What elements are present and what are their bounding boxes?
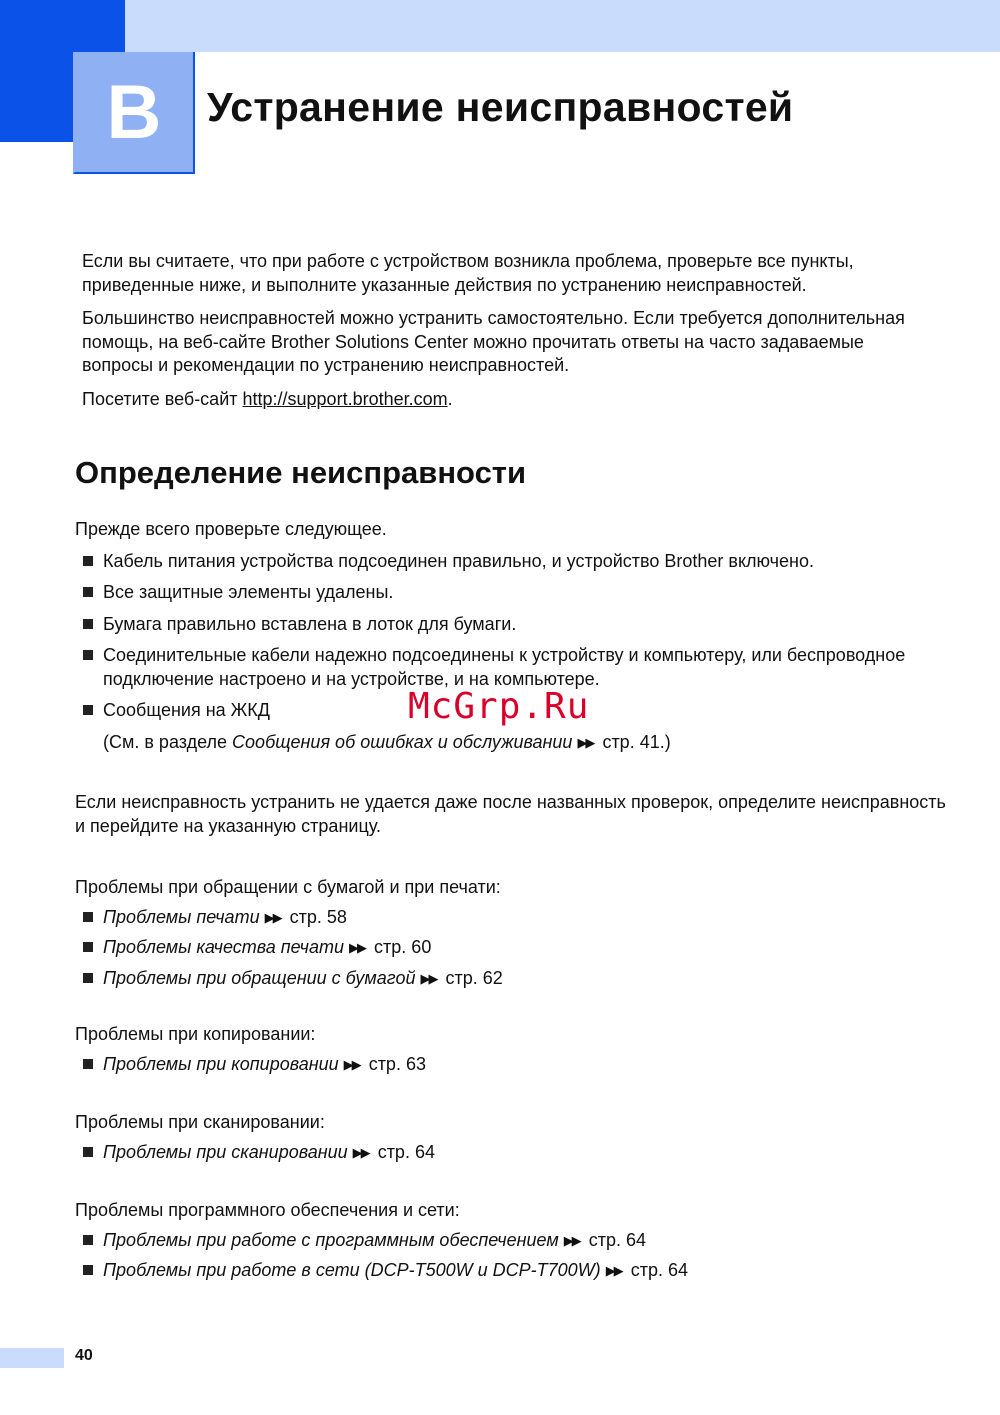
header-band — [125, 0, 1000, 52]
intro-visit-label: Посетите веб-сайт — [82, 388, 243, 409]
group-heading: Проблемы при копировании: — [75, 1024, 316, 1044]
list-item: Проблемы качества печати ▶▶ стр. 60 — [75, 936, 955, 961]
list-item: Кабель питания устройства подсоединен правильно, и устройство Brother включено. — [75, 550, 955, 574]
square-bullet-icon — [83, 619, 93, 629]
intro-paragraph-1: Если вы считаете, что при работе с устройством возникла проблема, проверьте все пункты, приведенные ниже, и выполните указанные действия по устранению неисправностей. — [82, 251, 854, 295]
lcd-reference-link[interactable]: Сообщения об ошибках и обслуживании — [232, 731, 573, 752]
double-arrow-icon: ▶▶ — [577, 734, 594, 750]
list-item: Соединительные кабели надежно подсоединены к устройству и компьютеру, или беспроводное подключение настроено и на устройстве, и на компьютере. — [75, 644, 955, 691]
problem-group-scan — [75, 1111, 955, 1171]
lcd-reference: (См. в разделе Сообщения об ошибках и обслуживании ▶▶ стр. 41.) — [103, 731, 671, 752]
checks-lead: Прежде всего проверьте следующее. — [75, 519, 387, 539]
list-item: Бумага правильно вставлена в лоток для бумаги. — [75, 613, 955, 637]
double-arrow-icon: ▶▶ — [349, 940, 366, 955]
after-checks-text — [75, 791, 955, 838]
list-item: Проблемы при сканировании ▶▶ стр. 64 — [75, 1141, 955, 1166]
group-heading: Проблемы при обращении с бумагой и при печати: — [75, 877, 501, 897]
group-heading: Проблемы программного обеспечения и сети: — [75, 1200, 460, 1220]
list-item: Сообщения на ЖКД (См. в разделе Сообщения об ошибках и обслуживании ▶▶ стр. 41.) — [75, 699, 955, 755]
square-bullet-icon — [83, 587, 93, 597]
list-item: Проблемы при копировании ▶▶ стр. 63 — [75, 1053, 955, 1078]
intro-paragraph-3 — [82, 388, 912, 412]
double-arrow-icon: ▶▶ — [420, 970, 437, 986]
square-bullet-icon — [83, 912, 93, 922]
chapter-letter-box — [73, 52, 195, 174]
double-arrow-icon: ▶▶ — [352, 1144, 369, 1160]
list-item: Проблемы при работе в сети (DCP-T500W и DCP-T700W) ▶▶ стр. 64 — [75, 1259, 955, 1284]
problem-group-software-network — [75, 1199, 955, 1290]
square-bullet-icon — [83, 556, 93, 566]
square-bullet-icon — [83, 1265, 93, 1275]
chapter-letter: B — [106, 70, 162, 155]
square-bullet-icon — [83, 705, 93, 715]
square-bullet-icon — [83, 973, 93, 983]
intro-text — [82, 250, 912, 421]
page-ref-link[interactable]: Проблемы при работе с программным обеспечением — [103, 1229, 559, 1250]
chapter-title: Устранение неисправностей — [207, 84, 794, 130]
problem-group-print — [75, 876, 955, 997]
watermark: McGrp.Ru — [408, 686, 590, 727]
page-ref-link[interactable]: Проблемы при работе в сети (DCP-T500W и DCP-T700W) — [103, 1260, 601, 1280]
page-ref-link[interactable]: Проблемы качества печати — [103, 937, 345, 957]
page-ref-link[interactable]: Проблемы печати — [103, 906, 260, 927]
list-item: Проблемы печати ▶▶ стр. 58 — [75, 906, 955, 931]
double-arrow-icon: ▶▶ — [605, 1263, 622, 1278]
after-checks-paragraph: Если неисправность устранить не удается даже после названных проверок, определите неисправность и перейдите на указанную страницу. — [75, 792, 946, 836]
footer-band — [0, 1348, 64, 1368]
square-bullet-icon — [83, 1059, 93, 1069]
problem-group-copy — [75, 1023, 955, 1083]
page-ref-link[interactable]: Проблемы при сканировании — [103, 1141, 348, 1162]
double-arrow-icon: ▶▶ — [563, 1232, 580, 1248]
page-number: 40 — [75, 1347, 93, 1364]
intro-paragraph-2: Большинство неисправностей можно устранить самостоятельно. Если требуется дополнительная помощь, на веб-сайте Brother Solutions Center можно прочитать ответы на часто задаваемые вопросы и рекомендации по устранению неисправностей. — [82, 308, 905, 375]
page-ref-link[interactable]: Проблемы при копировании — [103, 1053, 339, 1074]
double-arrow-icon: ▶▶ — [264, 909, 281, 925]
page-ref-link[interactable]: Проблемы при обращении с бумагой — [103, 967, 416, 988]
intro-period: . — [447, 388, 453, 409]
square-bullet-icon — [83, 1147, 93, 1157]
list-item: Все защитные элементы удалены. — [75, 581, 955, 605]
square-bullet-icon — [83, 650, 93, 660]
support-link[interactable]: http://support.brother.com — [242, 388, 448, 409]
group-heading: Проблемы при сканировании: — [75, 1112, 325, 1132]
square-bullet-icon — [83, 1235, 93, 1245]
list-item: Проблемы при работе с программным обеспечением ▶▶ стр. 64 — [75, 1229, 955, 1254]
double-arrow-icon: ▶▶ — [343, 1056, 360, 1072]
list-item: Проблемы при обращении с бумагой ▶▶ стр. 62 — [75, 967, 955, 992]
square-bullet-icon — [83, 942, 93, 952]
section-title: Определение неисправности — [75, 455, 527, 490]
